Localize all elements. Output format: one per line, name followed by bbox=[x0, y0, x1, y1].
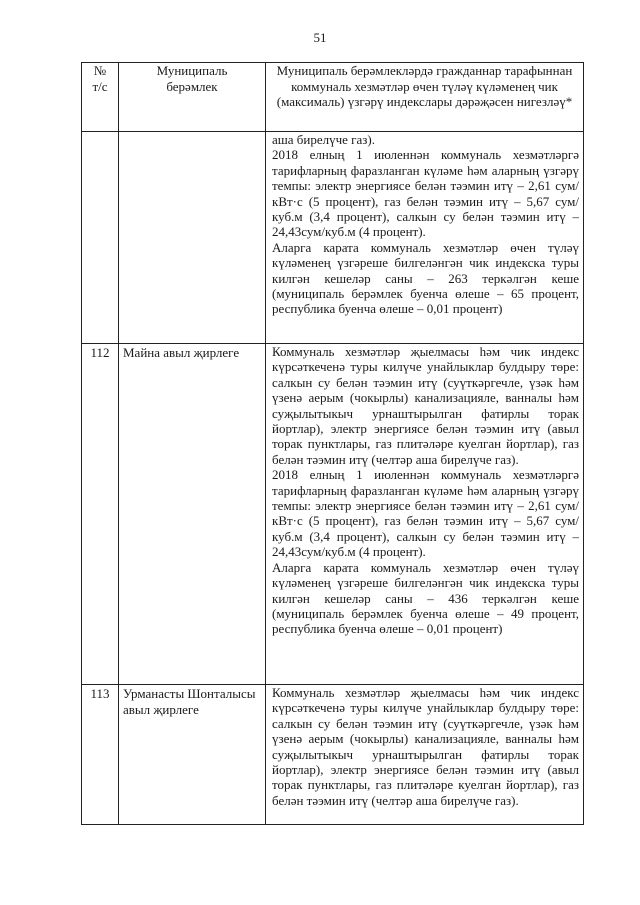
header-municipality-label: Муниципаль берәмлек bbox=[156, 63, 228, 94]
page-number: 51 bbox=[313, 30, 327, 45]
description-paragraph: Аларга карата коммуналь хезмәтләр өчен түләү күләменең үзгәреше билгеләнгән чик индекска туры килгән кешеләр саны – 436 теркәлгән кеше (муниципаль берәмлек буенча өлеше – 49 процент, республика буенча өлеше – 0,01 процент) bbox=[272, 559, 579, 637]
header-number bbox=[82, 63, 119, 132]
description-paragraph: Коммуналь хезмәтләр җыелмасы һәм чик индекс күрсәткеченә туры килүче унайлыклар булдыру төре: салкын су белән тәэмин итү (суүткәргечле, үзәк һәм үзенә аерым (чокырлы) канализацияле, ванналы һәм суҗылытыкыч урнаштырылган фатирлы торак йортлар), электр энергиясе белән тәэмин итү (авыл торак пунктлары, газ плитәләре куелган йортлар), газ белән тәэмин итү (челтәр аша бирелүче газ). bbox=[272, 685, 579, 808]
table-header-row bbox=[82, 63, 584, 132]
row-number: 112 bbox=[82, 344, 119, 685]
header-number-label: № т/с bbox=[92, 63, 108, 94]
row-description bbox=[266, 685, 584, 825]
row-municipality bbox=[119, 132, 266, 344]
table-row bbox=[82, 344, 584, 685]
row-number bbox=[82, 132, 119, 344]
description-paragraph: Коммуналь хезмәтләр җыелмасы һәм чик индекс күрсәткеченә туры килүче унайлыклар булдыру төре: салкын су белән тәэмин итү (суүткәргечле, үзәк һәм үзенә аерым (чокырлы) канализацияле, ванналы һәм суҗылытыкыч урнаштырылган фатирлы торак йортлар), электр энергиясе белән тәэмин итү (авыл торак пунктлары, газ плитәләре куелган йортлар), газ белән тәэмин итү (челтәр аша бирелүче газ). bbox=[272, 344, 579, 467]
table-row bbox=[82, 132, 584, 344]
description-paragraph: Аларга карата коммуналь хезмәтләр өчен түләү күләменең үзгәреше билгеләнгән чик индекска туры килгән кешеләр саны – 263 теркәлгән кеше (муниципаль берәмлек буенча өлеше – 65 процент, республика буенча өлеше – 0,01 процент) bbox=[272, 239, 579, 317]
municipal-index-table bbox=[81, 62, 584, 825]
row-municipality: Майна авыл җирлеге bbox=[119, 344, 266, 685]
row-municipality: Урманасты Шонталысы авыл җирлеге bbox=[119, 685, 266, 825]
row-description bbox=[266, 132, 584, 344]
row-number: 113 bbox=[82, 685, 119, 825]
header-municipality bbox=[119, 63, 266, 132]
table-row bbox=[82, 685, 584, 825]
row-description bbox=[266, 344, 584, 685]
header-description bbox=[266, 63, 584, 132]
description-paragraph: 2018 елның 1 июленнән коммуналь хезмәтләргә тарифларның фаразланган күләме һәм аларның үзгәрү темпы: электр энергиясе белән тәэмин итү – 2,61 сум/кВт·с (5 процент), газ белән тәэмин итү – 5,67 сум/куб.м (3,4 процент), салкын су белән тәэмин итү – 24,43сум/куб.м (4 процент). bbox=[272, 147, 579, 240]
description-paragraph: 2018 елның 1 июленнән коммуналь хезмәтләргә тарифларның фаразланган күләме һәм аларның үзгәрү темпы: электр энергиясе белән тәэмин итү – 2,61 сум/кВт·с (5 процент), газ белән тәэмин итү – 5,67 сум/куб.м (3,4 процент), салкын су белән тәэмин итү – 24,43сум/куб.м (4 процент). bbox=[272, 467, 579, 560]
description-paragraph: аша бирелүче газ). bbox=[272, 132, 376, 147]
header-description-label: Муниципаль берәмлекләрдә гражданнар тарафыннан коммуналь хезмәтләр өчен түләү күләменең чик (максималь) үзгәрү индекслары дәрәҗәсен нигезләү* bbox=[276, 63, 573, 109]
